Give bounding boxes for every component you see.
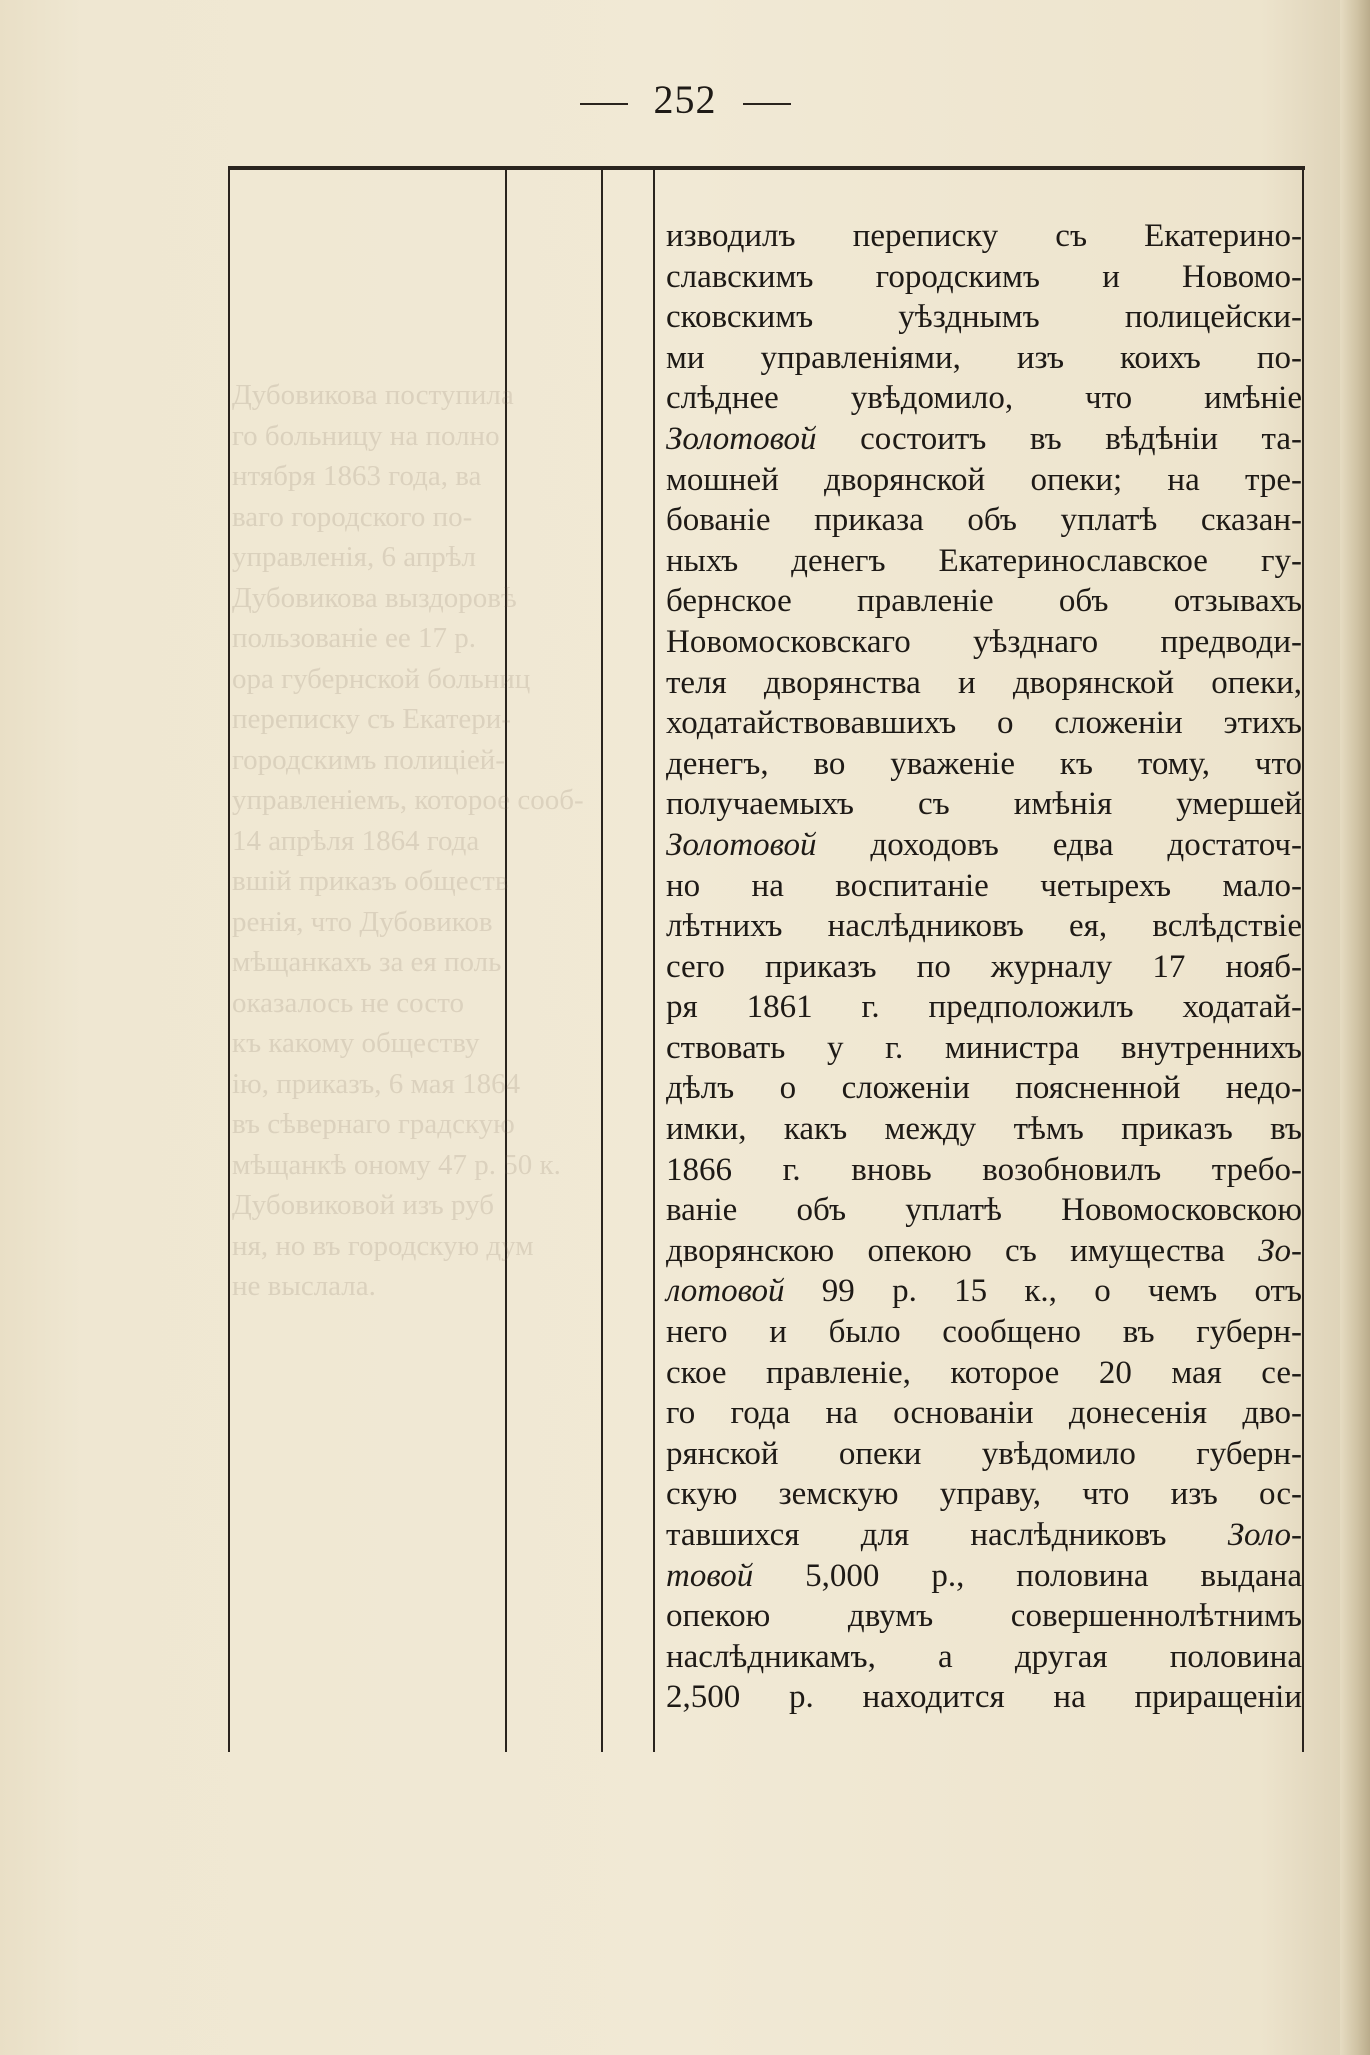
text-segment: 99 р. 15 к., о чемъ отъ — [784, 1273, 1302, 1310]
text-segment: го года на основаніи донесенія дво- — [666, 1395, 1302, 1432]
text-line — [666, 1677, 1302, 1718]
text-segment: ми управленіями, изъ коихъ по- — [666, 339, 1302, 376]
bleed-line: управленіемъ, которое сооб- — [232, 784, 584, 816]
bleed-line: нтября 1863 года, ва — [232, 460, 482, 492]
bleed-line: управленія, 6 апрѣл — [232, 541, 476, 573]
bleed-line: го больницу на полно — [232, 419, 500, 452]
bleed-line: Дубовиковой изъ руб — [232, 1189, 494, 1221]
text-line — [666, 297, 1302, 338]
bleed-line: ію, приказъ, 6 мая 1864 — [232, 1067, 521, 1100]
text-line — [666, 1190, 1302, 1231]
bleed-line: мѣщанкахъ за ея поль — [232, 946, 502, 978]
text-line — [666, 906, 1302, 947]
italic-name: лотовой — [666, 1273, 785, 1310]
text-line — [666, 1353, 1302, 1394]
text-line — [666, 825, 1302, 866]
italic-name: Золо- — [1227, 1517, 1302, 1553]
text-line — [666, 1231, 1302, 1272]
text-line — [666, 257, 1302, 298]
text-line — [666, 784, 1302, 825]
text-segment: доходовъ едва достаточ- — [816, 826, 1302, 863]
text-line — [666, 1028, 1302, 1069]
bleed-line: въ сѣвернаго градскую — [232, 1108, 515, 1140]
text-segment: состоитъ въ вѣдѣніи та- — [816, 420, 1302, 457]
text-segment: скую земскую управу, что изъ ос- — [666, 1476, 1302, 1513]
bleed-line: Дубовикова поступила — [232, 379, 514, 411]
text-segment: дѣлъ о сложеніи поясненной недо- — [666, 1070, 1302, 1107]
italic-name: товой — [666, 1557, 754, 1594]
main-text-column — [666, 216, 1302, 1718]
bleed-line: не выслала. — [232, 1270, 376, 1302]
text-segment: 2,500 р. находится на приращеніи — [666, 1679, 1302, 1716]
text-line — [666, 1434, 1302, 1475]
text-segment: теля дворянства и дворянской опеки, — [666, 664, 1302, 701]
text-line — [666, 703, 1302, 744]
page-number-header — [0, 76, 1370, 123]
text-segment: бернское правленіе объ отзывахъ — [666, 583, 1302, 620]
text-line — [666, 581, 1302, 622]
text-segment: ря 1861 г. предположилъ ходатай- — [666, 989, 1302, 1026]
text-line — [666, 1393, 1302, 1434]
text-line — [666, 1596, 1302, 1637]
page-spine-shadow — [1340, 0, 1370, 2055]
text-line — [666, 866, 1302, 907]
text-segment: опекою двумъ совершеннолѣтнимъ — [666, 1598, 1302, 1635]
header-dash-left — [580, 103, 628, 105]
bleed-line: къ какому обществу — [232, 1027, 480, 1059]
text-segment: мошней дворянской опеки; на тре- — [666, 461, 1302, 498]
text-line — [666, 744, 1302, 785]
text-segment: но на воспитаніе четырехъ мало- — [666, 867, 1302, 904]
bleed-line: оказалось не состо — [232, 986, 465, 1019]
text-segment: 5,000 р., половина выдана — [753, 1557, 1302, 1594]
text-segment: получаемыхъ съ имѣнія умершей — [666, 786, 1302, 823]
text-line — [666, 1556, 1302, 1597]
table-top-rule — [228, 166, 1305, 170]
text-line — [666, 1109, 1302, 1150]
text-segment: денегъ, во уваженіе къ тому, что — [666, 745, 1302, 782]
text-segment: лѣтнихъ наслѣдниковъ ея, вслѣдствіе — [666, 908, 1302, 945]
text-line — [666, 1515, 1302, 1556]
text-line — [666, 1150, 1302, 1191]
table-column-rule-5 — [1302, 170, 1304, 1752]
text-line — [666, 1474, 1302, 1515]
text-segment: ское правленіе, которое 20 мая се- — [666, 1354, 1302, 1391]
bleed-through-text — [232, 375, 652, 1307]
text-line — [666, 541, 1302, 582]
text-segment: ваніе объ уплатѣ Новомосковскою — [666, 1192, 1302, 1229]
text-segment: тавшихся для наслѣдниковъ — [666, 1517, 1228, 1553]
table-column-rule-4 — [653, 170, 655, 1752]
text-segment: ходатайствовавшихъ о сложеніи этихъ — [666, 705, 1302, 742]
bleed-line: ренія, что Дубовиков — [232, 905, 493, 938]
bleed-line: ора губернской больниц — [232, 662, 531, 695]
bleed-line: ваго городского по- — [232, 500, 473, 533]
text-line — [666, 378, 1302, 419]
text-line — [666, 1068, 1302, 1109]
text-segment: слѣднее увѣдомило, что имѣніе — [666, 380, 1302, 417]
bleed-line: переписку съ Екатери- — [232, 703, 511, 735]
bleed-line: городскимъ полиціей- — [232, 743, 505, 776]
text-line — [666, 987, 1302, 1028]
text-line — [666, 419, 1302, 460]
text-segment: рянской опеки увѣдомило губерн- — [666, 1435, 1302, 1472]
text-line — [666, 1312, 1302, 1353]
text-segment: ствовать у г. министра внутреннихъ — [666, 1029, 1302, 1066]
text-segment: наслѣдникамъ, а другая половина — [666, 1638, 1302, 1675]
text-segment: Новомосковскаго уѣзднаго предводи- — [666, 623, 1302, 660]
text-line — [666, 947, 1302, 988]
text-segment: дворянскою опекою съ имущества — [666, 1232, 1259, 1269]
text-segment: сковскимъ уѣзднымъ полицейски- — [666, 299, 1302, 336]
text-line — [666, 622, 1302, 663]
italic-name: Золотовой — [666, 826, 817, 863]
bleed-line: Дубовикова выздоровѣ — [232, 581, 517, 614]
text-line — [666, 1271, 1302, 1312]
bleed-line: пользованіе ее 17 р. — [232, 622, 476, 654]
text-segment: изводилъ переписку съ Екатерино- — [666, 218, 1302, 254]
text-line — [666, 1637, 1302, 1678]
text-line — [666, 500, 1302, 541]
text-line — [666, 663, 1302, 704]
text-segment: имки, какъ между тѣмъ приказъ въ — [666, 1111, 1302, 1148]
bleed-line: 14 апрѣля 1864 года — [232, 824, 480, 857]
table-column-rule-1 — [228, 170, 230, 1752]
bleed-line: ня, но въ городскую дум — [232, 1229, 534, 1262]
text-segment: него и было сообщено въ губерн- — [666, 1314, 1302, 1351]
text-segment: ныхъ денегъ Екатеринославское гу- — [666, 542, 1302, 579]
text-line — [666, 460, 1302, 501]
text-line — [666, 338, 1302, 379]
header-dash-right — [743, 103, 791, 105]
italic-name: Золотовой — [666, 420, 817, 457]
text-line — [666, 216, 1302, 257]
text-segment: славскимъ городскимъ и Новомо- — [666, 258, 1302, 295]
bleed-line: вшій приказъ обществ — [232, 865, 509, 897]
text-segment: сего приказъ по журналу 17 нояб- — [666, 948, 1302, 985]
bleed-line: мѣщанкѣ оному 47 р. 50 к. — [232, 1148, 561, 1181]
text-segment: бованіе приказа объ уплатѣ сказан- — [666, 502, 1302, 539]
text-segment: 1866 г. вновь возобновилъ требо- — [666, 1151, 1302, 1188]
italic-name: Зо- — [1258, 1232, 1302, 1269]
page-number: 252 — [653, 77, 717, 122]
